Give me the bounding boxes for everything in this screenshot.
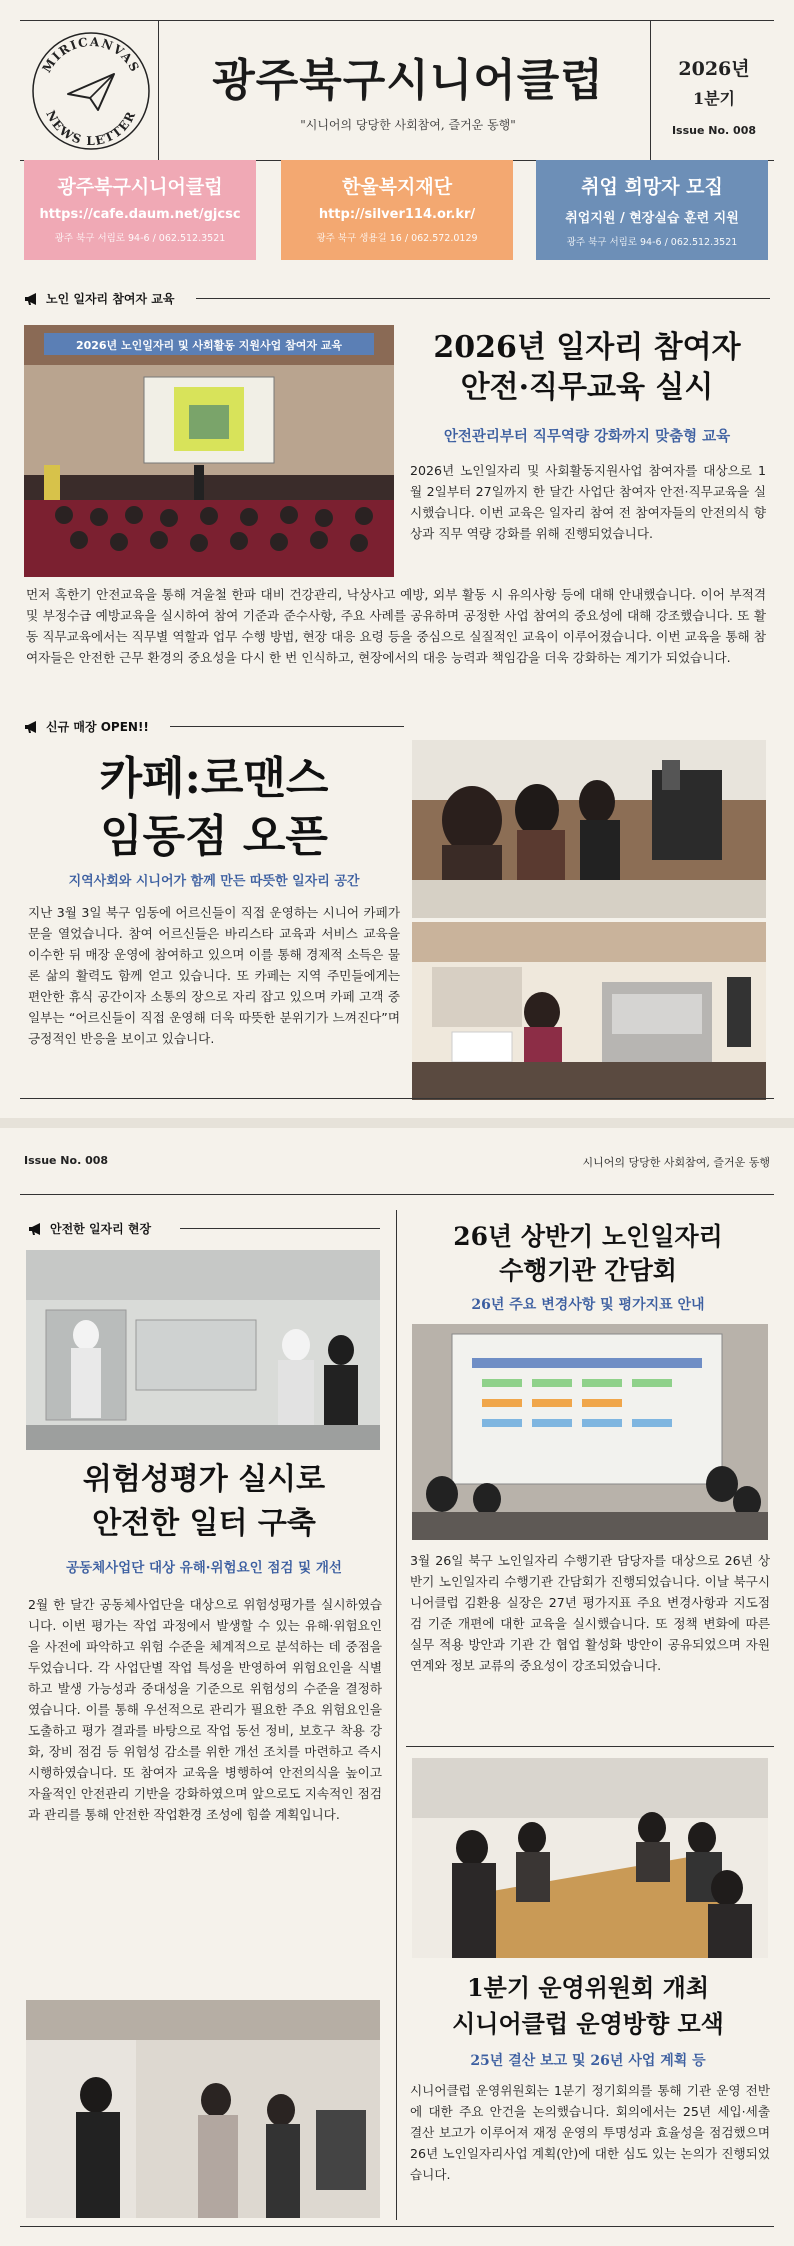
education-session-photo bbox=[24, 325, 394, 577]
cafe-barista-photo bbox=[412, 740, 766, 918]
article3-headline-line2: 안전한 일터 구축 bbox=[92, 1506, 316, 1541]
newsletter-page-1 bbox=[0, 0, 794, 1118]
article4-headline-line1: 26년 상반기 노인일자리 bbox=[453, 1222, 723, 1251]
article5-headline-line1: 1분기 운영위원회 개최 bbox=[466, 1973, 710, 2002]
article3-body: 2월 한 달간 공동체사업단을 대상으로 위험성평가를 실시하였습니다. 이번 평가는 작업 과정에서 발생할 수 있는 유해·위험요인을 사전에 파악하고 위험 수준을 체계적으로 분석하는 데 중점을 두었습니다. 각 사업단별 작업 특성을 반영하여 위험요인을 식별하고 발생 가능성과 중대성을 기준으로 위험성의 수준을 결정하였습니다. 이를 통해 우선적으로 관리가 필요한 주요 위험요인을 도출하고 평가 결과를 바탕으로 작업 동선 정비, 보호구 착용 강화, 장비 점검 등 위험성 감소를 위한 개선 조치를 마련하고 즉시 시행하였습니다. 또 참여자 교육을 병행하여 안전의식을 높이고 자율적인 안전관리 기반을 강화하였으며 앞으로도 지속적인 점검과 관리를 통해 안전한 작업환경 조성에 힘쓸 계획입니다. bbox=[28, 1597, 382, 1822]
page1-bottom-rule bbox=[20, 1098, 774, 1099]
article4-headline bbox=[406, 1220, 770, 1288]
article3-headline bbox=[24, 1458, 384, 1546]
megaphone-icon bbox=[24, 292, 40, 306]
megaphone-icon bbox=[24, 720, 40, 734]
section-label-safe-workplace bbox=[28, 1220, 151, 1237]
section-label-text: 신규 매장 OPEN!! bbox=[46, 720, 149, 734]
masthead-top-rule bbox=[20, 20, 774, 21]
masthead-divider-right bbox=[650, 20, 651, 160]
info-box-recruitment[interactable] bbox=[536, 160, 768, 260]
info-box-address: 광주 북구 서림로 94-6 / 062.512.3521 bbox=[566, 237, 738, 248]
committee-meeting-photo bbox=[412, 1758, 768, 1958]
section-rule bbox=[180, 1228, 380, 1229]
article4-headline-line2: 수행기관 간담회 bbox=[499, 1256, 677, 1285]
page-gap bbox=[0, 1118, 794, 1128]
section-label-text: 안전한 일자리 현장 bbox=[50, 1222, 152, 1236]
section-label-education bbox=[24, 290, 174, 307]
masthead-slogan: "시니어의 당당한 사회참여, 즐거운 동행" bbox=[300, 118, 516, 132]
article5-body: 시니어클럽 운영위원회는 1분기 정기회의를 통해 기관 운영 전반에 대한 주요 안건을 논의했습니다. 회의에서는 25년 세입·세출 결산 보고가 이루어져 재정 운영의 투명성과 효율성을 점검했으며 26년 노인일자리사업 계획(안)에 대한 심도 있는 논의가 진행되었습니다. bbox=[410, 2083, 770, 2182]
page2-top-rule bbox=[20, 1194, 774, 1195]
svg-text:NEWS LETTER bbox=[43, 108, 138, 148]
cafe-counter-photo bbox=[412, 922, 766, 1100]
info-box-title: 한울복지재단 bbox=[341, 176, 453, 198]
newsletter-title: 광주북구시니어클럽 bbox=[212, 55, 604, 106]
logo-text-top: MIRICANVAS bbox=[39, 34, 143, 76]
issue-year: 2026년 bbox=[678, 58, 750, 80]
article1-body-intro: 2026년 노인일자리 및 사회활동지원사업 참여자를 대상으로 1월 2일부터 27일까지 한 달간 사업단 참여자 안전·직무교육을 실시했습니다. 이번 교육은 일자리 참여 전 참여자들의 안전의식 향상과 직무 역량 강화를 위해 진행되었습니다. bbox=[410, 463, 766, 541]
page2-issue-number: Issue No. 008 bbox=[24, 1154, 109, 1167]
info-box-title: 취업 희망자 모집 bbox=[581, 176, 723, 198]
info-box-url[interactable]: https://cafe.daum.net/gjcsc bbox=[39, 207, 241, 222]
info-box-address: 광주 북구 생용길 16 / 062.572.0129 bbox=[316, 233, 478, 244]
article2-headline-line2: 임동점 오픈 bbox=[100, 811, 328, 862]
article5-headline-line2: 시니어클럽 운영방향 모색 bbox=[452, 2009, 724, 2038]
right-column-divider bbox=[406, 1746, 774, 1747]
svg-text:MIRICANVAS bbox=[40, 35, 143, 75]
info-box-address: 광주 북구 서림로 94-6 / 062.512.3521 bbox=[54, 233, 226, 244]
article4-body: 3월 26일 북구 노인일자리 수행기관 담당자를 대상으로 26년 상반기 노인일자리 수행기관 간담회가 진행되었습니다. 이날 북구시니어클럽 김환용 실장은 27년 평가지표 주요 변경사항과 지도점검 기준 개편에 대한 교육을 실시했습니다. 또 정책 변화에 따른 실무 적용 방안과 기관 간 협업 활성화 방안이 공유되었으며 자원 연계와 정보 교류의 중요성이 강조되었습니다. bbox=[410, 1553, 770, 1673]
megaphone-icon bbox=[28, 1222, 44, 1236]
article2-subhead: 지역사회와 시니어가 함께 만든 따뜻한 일자리 공간 bbox=[68, 874, 360, 889]
section-rule bbox=[196, 298, 770, 299]
article1-headline-line1: 2026년 일자리 참여자 bbox=[433, 330, 741, 365]
masthead bbox=[20, 20, 774, 160]
article4-subhead: 26년 주요 변경사항 및 평가지표 안내 bbox=[471, 1297, 705, 1313]
article5-subhead: 25년 결산 보고 및 26년 사업 계획 등 bbox=[470, 2053, 706, 2069]
info-box-title: 광주북구시니어클럽 bbox=[57, 176, 223, 198]
article5-headline bbox=[406, 1970, 770, 2042]
article1-body-main: 먼저 혹한기 안전교육을 통해 겨울철 한파 대비 건강관리, 낙상사고 예방, 외부 활동 시 유의사항 등에 대해 안내했습니다. 이어 부적격 및 부정수급 예방교육을 실시하여 참여 기준과 준수사항, 주요 사례를 공유하며 공정한 사업 참여의 중요성에 대해 강조했습니다. 또 활동 직무교육에서는 직무별 역할과 업무 수행 방법, 현장 대응 요령 등을 중심으로 실질적인 교육이 이루어졌습니다. 이번 교육을 통해 참여자들은 안전한 근무 환경의 중요성을 다시 한 번 인식하고, 현장에서의 대응 능력과 책임감을 더욱 강화하는 계기가 되었습니다. bbox=[26, 587, 766, 665]
meeting-presentation-photo bbox=[412, 1324, 768, 1540]
article1-headline bbox=[400, 328, 774, 408]
info-box-subtitle: 취업지원 / 현장실습 훈련 지원 bbox=[565, 211, 739, 226]
section-label-text: 노인 일자리 참여자 교육 bbox=[46, 292, 175, 306]
section-label-new-store bbox=[24, 718, 149, 735]
newsletter-page-2 bbox=[0, 1128, 794, 2246]
page2-slogan: 시니어의 당당한 사회참여, 즐거운 동행 bbox=[582, 1156, 770, 1169]
page2-bottom-rule bbox=[20, 2226, 774, 2227]
article2-body: 지난 3월 3일 북구 임동에 어르신들이 직접 운영하는 시니어 카페가 문을 열었습니다. 참여 어르신들은 바리스타 교육과 서비스 교육을 이수한 뒤 매장 운영에 참여하고 있으며 이를 통해 경제적 소득은 물론 삶의 활력도 함께 얻고 있습니다. 또 카페는 지역 주민들에게는 편안한 휴식 공간이자 소통의 장으로 자리 잡고 있으며 카페 고객 중 일부는 “어르신들이 직접 운영해 더욱 따뜻한 분위기가 느껴진다”며 긍정적인 반응을 보이고 있습니다. bbox=[28, 905, 400, 1046]
info-box-url[interactable]: http://silver114.or.kr/ bbox=[318, 207, 476, 222]
paper-plane-icon bbox=[68, 74, 114, 110]
photo-banner-text: 2026년 노인일자리 및 사회활동 지원사업 참여자 교육 bbox=[75, 339, 343, 352]
column-divider bbox=[396, 1210, 397, 2220]
article3-subhead: 공동체사업단 대상 유해·위험요인 점검 및 개선 bbox=[66, 1560, 342, 1576]
masthead-divider-left bbox=[158, 20, 159, 160]
newsletter-logo bbox=[28, 28, 154, 154]
logo-text-bottom: NEWS LETTER bbox=[43, 108, 139, 149]
info-box-welfare-foundation[interactable] bbox=[281, 160, 513, 260]
workplace-inspection-photo bbox=[26, 2000, 380, 2218]
section-rule bbox=[170, 726, 404, 727]
issue-number: Issue No. 008 bbox=[671, 124, 757, 137]
article1-subhead: 안전관리부터 직무역량 강화까지 맞춤형 교육 bbox=[443, 428, 731, 445]
article2-headline bbox=[24, 750, 404, 866]
article1-headline-line2: 안전·직무교육 실시 bbox=[460, 370, 714, 405]
risk-assessment-photo bbox=[26, 1250, 380, 1450]
issue-quarter: 1분기 bbox=[692, 89, 736, 108]
article2-headline-line1: 카페:로맨스 bbox=[99, 753, 329, 804]
info-box-senior-club[interactable] bbox=[24, 160, 256, 260]
article3-headline-line1: 위험성평가 실시로 bbox=[82, 1462, 326, 1497]
